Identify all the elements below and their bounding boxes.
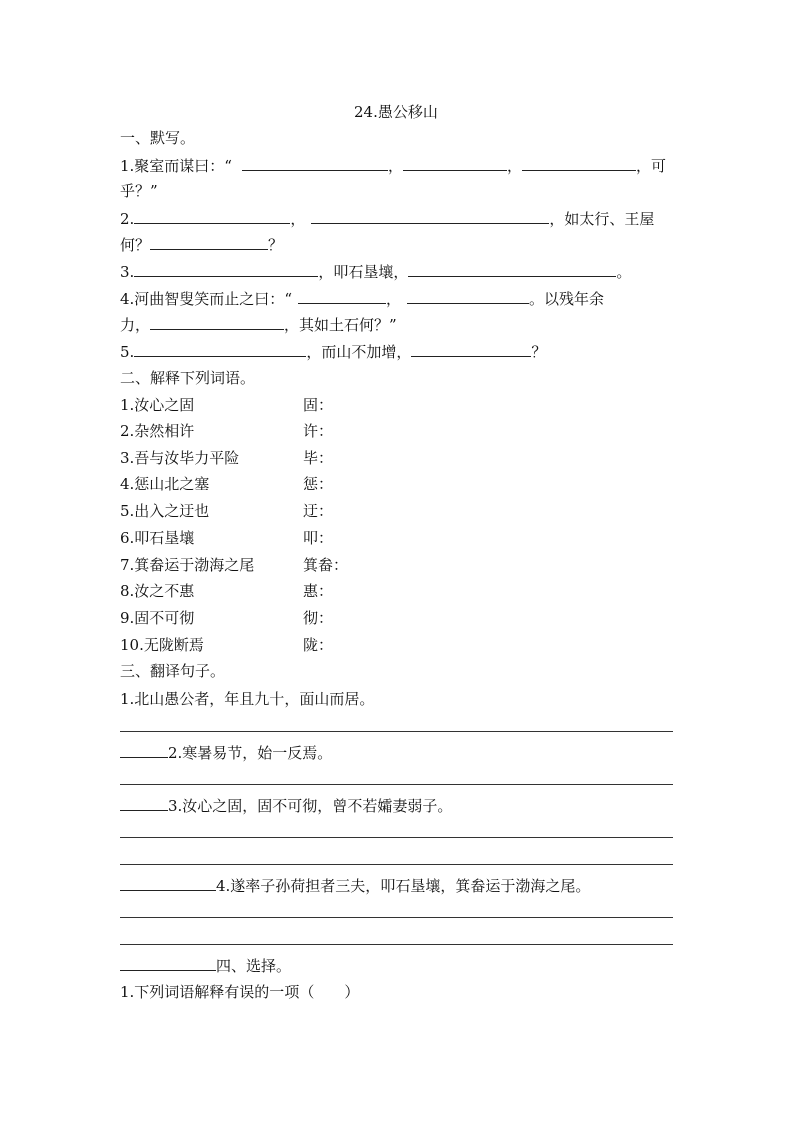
page-title: 24.愚公移山 (354, 103, 438, 121)
vocab-item (120, 474, 334, 494)
q4-sep: ， (385, 290, 401, 308)
q1-prefix: 1.聚室而谋曰：“ (120, 157, 232, 175)
answer-line[interactable] (120, 731, 673, 732)
answer-blank[interactable] (120, 955, 216, 971)
fill-blank[interactable] (407, 288, 529, 304)
answer-line[interactable] (120, 784, 673, 785)
translate-q4-text: 4.遂率子孙荷担者三夫，叩石垦壤，箕畚运于渤海之尾。 (216, 877, 591, 895)
answer-line[interactable] (120, 944, 673, 945)
q1-line2: 乎？” (120, 182, 158, 200)
question-1-2 (120, 208, 654, 228)
answer-line[interactable] (120, 837, 673, 838)
vocab-phrase: 9.固不可彻 (120, 609, 195, 627)
fill-blank[interactable] (134, 208, 290, 224)
question-1-1 (120, 155, 666, 175)
vocab-item (120, 448, 334, 468)
translate-q3-text: 3.汝心之固，固不可彻，曾不若孀妻弱子。 (168, 797, 453, 815)
fill-blank[interactable] (134, 261, 318, 277)
section-3-heading: 三、翻译句子。 (120, 662, 226, 680)
vocab-word: 箕畚： (303, 556, 349, 574)
q1-end: ，可 (636, 157, 667, 175)
fill-blank[interactable] (403, 155, 507, 171)
q3-mid: ，叩石垦壤， (318, 263, 409, 281)
vocab-phrase: 7.箕畚运于渤海之尾 (120, 556, 255, 574)
vocab-phrase: 5.出入之迂也 (120, 502, 210, 520)
section-4-heading: 四、选择。 (216, 957, 292, 975)
q4-line2-prefix: 力， (120, 316, 151, 334)
q1-sep2: ， (507, 157, 523, 175)
q3-end: 。 (616, 263, 632, 281)
vocab-word: 迂： (303, 502, 334, 520)
vocab-phrase: 1.汝心之固 (120, 396, 195, 414)
fill-blank[interactable] (408, 261, 616, 277)
vocab-word: 固： (303, 396, 334, 414)
translate-question-2 (120, 742, 332, 762)
q2-line2-end: ？ (268, 236, 284, 254)
vocab-item (120, 528, 334, 548)
q4-end: 。以残年余 (529, 290, 605, 308)
q4-prefix: 4.河曲智叟笑而止之曰：“ (120, 290, 292, 308)
vocab-item (120, 421, 334, 441)
fill-blank[interactable] (411, 341, 531, 357)
fill-blank[interactable] (134, 341, 306, 357)
q2-line2 (120, 234, 283, 254)
vocab-phrase: 4.惩山北之塞 (120, 475, 210, 493)
vocab-word: 叩： (303, 529, 334, 547)
fill-blank[interactable] (150, 234, 268, 250)
vocab-item (120, 608, 334, 628)
vocab-phrase: 3.吾与汝毕力平险 (120, 449, 240, 467)
vocab-item (120, 395, 334, 415)
vocab-item (120, 581, 334, 601)
translate-question-1: 1.北山愚公者，年且九十，面山而居。 (120, 690, 375, 708)
section-1-heading: 一、默写。 (120, 129, 196, 147)
q1-sep1: ， (387, 157, 403, 175)
answer-blank[interactable] (120, 742, 168, 758)
q5-prefix: 5. (120, 343, 135, 361)
question-1-5 (120, 341, 546, 361)
vocab-word: 陇： (303, 636, 334, 654)
translate-question-4 (120, 875, 590, 895)
vocab-word: 彻： (303, 609, 334, 627)
section-4-heading-line (120, 955, 291, 975)
vocab-word: 惩： (303, 475, 334, 493)
q3-prefix: 3. (120, 263, 135, 281)
q2-line2-prefix: 何？ (120, 236, 151, 254)
answer-blank[interactable] (120, 795, 168, 811)
translate-q2-text: 2.寒暑易节，始一反焉。 (168, 744, 333, 762)
fill-blank[interactable] (242, 155, 388, 171)
answer-line[interactable] (120, 917, 673, 918)
answer-blank[interactable] (120, 875, 216, 891)
fill-blank[interactable] (150, 314, 284, 330)
vocab-word: 许： (303, 422, 334, 440)
answer-line[interactable] (120, 864, 673, 865)
q4-line2-end: ，其如土石何？” (284, 316, 397, 334)
question-1-4 (120, 288, 604, 308)
translate-question-3 (120, 795, 452, 815)
vocab-phrase: 6.叩石垦壤 (120, 529, 195, 547)
vocab-phrase: 2.杂然相许 (120, 422, 195, 440)
vocab-word: 惠： (303, 582, 334, 600)
q2-end: ，如太行、王屋 (549, 210, 655, 228)
section-2-heading: 二、解释下列词语。 (120, 369, 256, 387)
vocab-phrase: 8.汝之不惠 (120, 582, 195, 600)
q5-mid: ，而山不加增， (306, 343, 412, 361)
q4-line2 (120, 314, 397, 334)
fill-blank[interactable] (298, 288, 386, 304)
vocab-item (120, 555, 349, 575)
vocab-item (120, 501, 334, 521)
fill-blank[interactable] (522, 155, 636, 171)
q2-sep: ， (290, 210, 306, 228)
question-1-3 (120, 261, 631, 281)
vocab-word: 毕： (303, 449, 334, 467)
vocab-phrase: 10.无陇断焉 (120, 636, 204, 654)
vocab-item (120, 635, 334, 655)
q5-end: ？ (531, 343, 547, 361)
choice-question-1: 1.下列词语解释有误的一项（ ） (120, 983, 360, 1001)
fill-blank[interactable] (311, 208, 549, 224)
q2-prefix: 2. (120, 210, 135, 228)
